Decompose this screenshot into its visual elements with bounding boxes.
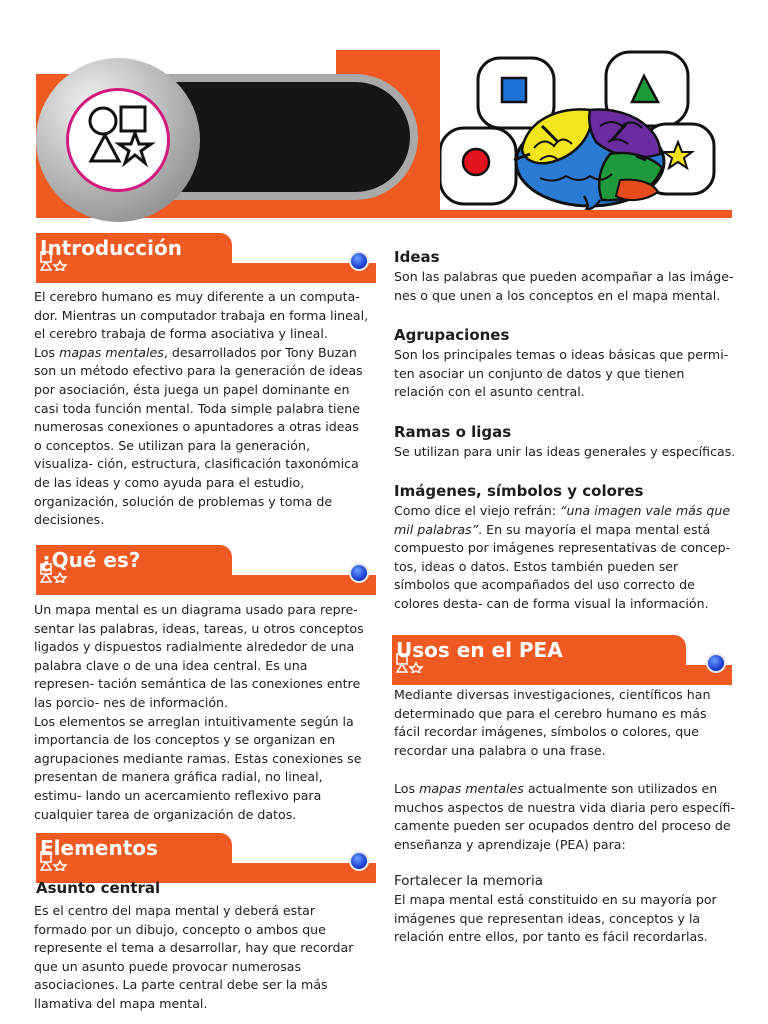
section-badge-intro [40, 251, 70, 275]
circle-symbol-icon [440, 128, 516, 204]
brain-illustration [440, 50, 732, 210]
section-bullet-que-es-icon [349, 563, 369, 583]
asunto-central-heading: Asunto central [36, 879, 161, 897]
usos-paragraph-2: Los mapas mentales actualmente son utilizados en muchos aspectos de nuestra vida diaria pero específi- camente pueden ser ocupados dentro del proceso de enseñanza y aprendizaje (PEA) para: [394, 781, 736, 852]
que-es-paragraph-2: Los elementos se arreglan intuitivamente según la importancia de los conceptos y se organizan en agrupaciones mediante ramas. Estas conexiones se presentan de manera gráfica radial, no lineal, estimu- lando un acercamiento reflexivo para cualquier tarea de organización de datos. [34, 713, 362, 822]
section-badge-que-es [40, 563, 70, 587]
section-bullet-usos-icon [706, 653, 726, 673]
ideas-heading: Ideas [394, 248, 440, 266]
section-header-usos [392, 635, 686, 665]
mini-shapes-icon [40, 851, 70, 871]
section-badge-usos [396, 653, 426, 677]
mini-shapes-icon [40, 251, 70, 271]
intro-paragraph-1: El cerebro humano es muy diferente a un computa- dor. Mientras un computador trabaja en forma lineal, el cerebro trabaja de forma asociativa y lineal. [34, 289, 369, 342]
agrupaciones-heading: Agrupaciones [394, 326, 510, 344]
section-bullet-intro-icon [349, 251, 369, 271]
fortalecer-heading: Fortalecer la memoria [394, 873, 544, 889]
que-es-paragraph-1: Un mapa mental es un diagrama usado para repre- sentar las palabras, ideas, tareas, u otros conceptos ligados y dispuestos radialmente alrededor de una palabra clave o de una idea central. Es una represen- tación semántica de las conexiones entre las porcio- nes de información. [34, 602, 364, 710]
section-title-intro: Introducción [40, 236, 182, 260]
section-strip-que-es [36, 575, 376, 595]
header-logo-ring [66, 88, 170, 192]
section-title-elementos: Elementos [40, 836, 158, 860]
fortalecer-body: El mapa mental está constituido en su mayoría por imágenes que representan ideas, conceptos y la relación entre ellos, por tanto es fácil recordarlas. [394, 892, 717, 945]
ramas-heading: Ramas o ligas [394, 423, 512, 441]
imagenes-body: Como dice el viejo refrán: “una imagen vale más que mil palabras”. En su mayoría el mapa mental está compuesto por imágenes representativas de concep- tos, ideas o datos. Estos también pueden ser símbolos que acompañados del uso correcto de colores desta- can de forma visual la información. [394, 503, 731, 611]
square-symbol-icon [478, 58, 554, 128]
section-strip-intro [36, 263, 376, 283]
ramas-body: Se utilizan para unir las ideas generales y específicas. [394, 444, 736, 459]
mini-shapes-icon [40, 563, 70, 583]
section-title-usos: Usos en el PEA [396, 638, 563, 662]
section-strip-usos [392, 665, 732, 685]
ideas-body: Son las palabras que pueden acompañar a las imáge- nes o que unen a los conceptos en el mapa mental. [394, 269, 734, 303]
que-es-body [34, 601, 370, 824]
imagenes-heading: Imágenes, símbolos y colores [394, 482, 644, 500]
agrupaciones-body: Son los principales temas o ideas básicas que permi- ten asociar un conjunto de datos y que tienen relación con el asunto central. [394, 347, 729, 400]
intro-paragraph-2: Los mapas mentales, desarrollados por Tony Buzan son un método efectivo para la generación de ideas por asociación, ésta juega un papel dominante en casi toda función mental. Toda simple palabra tiene numerosas conexiones o apuntadores a otras ideas o conceptos. Se utilizan para la generación, visualiza- ción, estructura, clasificación taxonómica de las ideas y como ayuda para el estudio, organización, solución de problemas y toma de decisiones. [34, 344, 363, 528]
asunto-central-body: Es el centro del mapa mental y deberá estar formado por un dibujo, concepto o ambos que represente el tema a desarrollar, hay que recordar que un asunto puede provocar numerosas asociaciones. La parte central debe ser la más llamativa del mapa mental. [34, 903, 354, 1011]
mini-shapes-icon [396, 653, 426, 673]
shapes-logo-icon [69, 91, 167, 189]
section-title-que-es: ¿Qué es? [40, 548, 141, 572]
section-bullet-elementos-icon [349, 851, 369, 871]
section-badge-elementos [40, 851, 70, 875]
usos-paragraph-1: Mediante diversas investigaciones, científicos han determinado que para el cerebro humano es más fácil recordar imágenes, símbolos o colores, que recordar una palabra o una frase. [394, 687, 711, 758]
intro-body [34, 288, 370, 530]
